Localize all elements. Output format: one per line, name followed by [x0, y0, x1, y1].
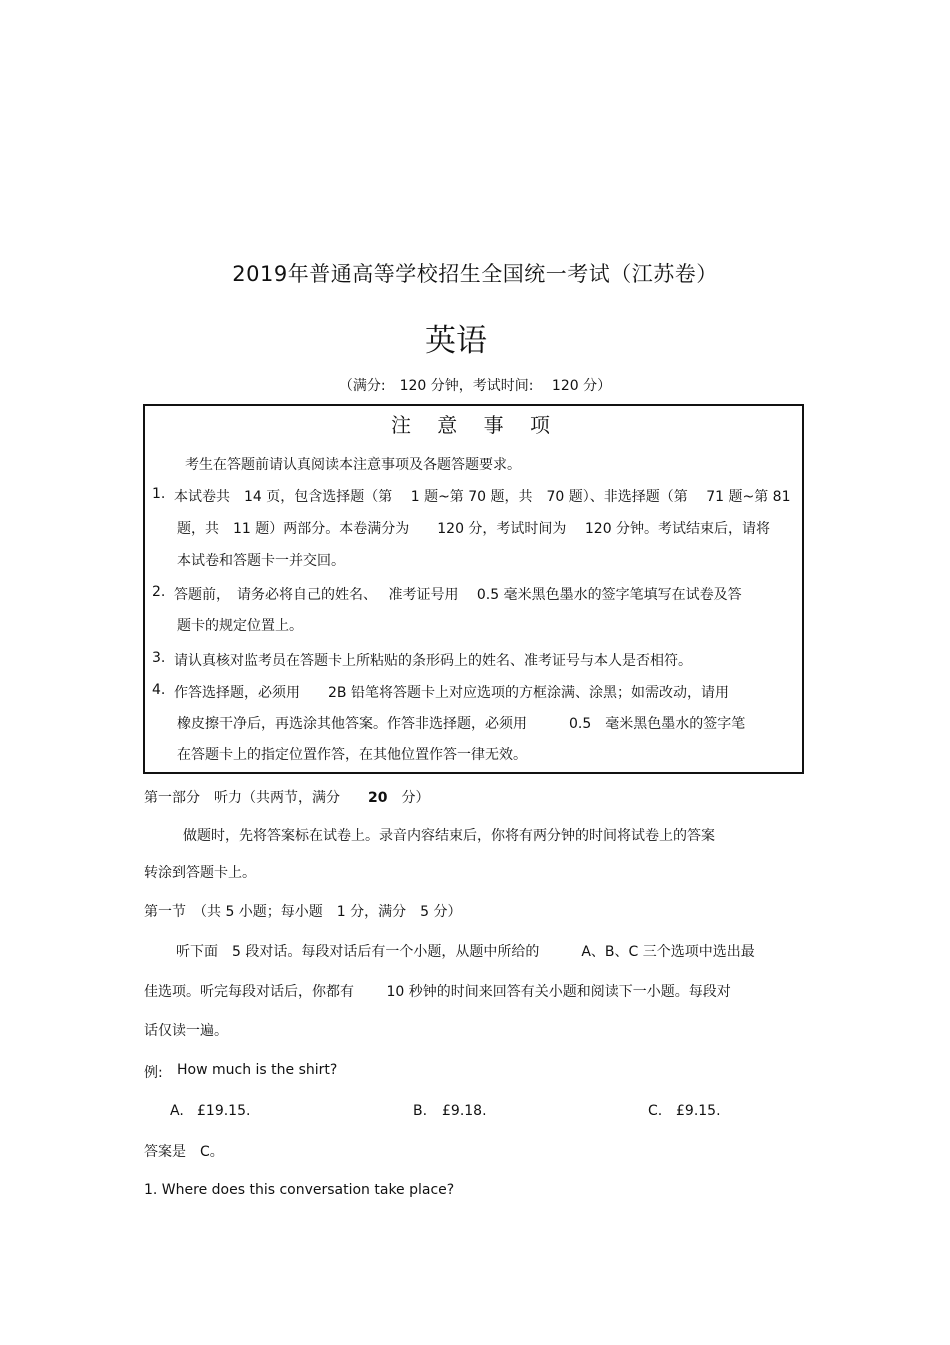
exam-time-info: （满分: 120 分钟，考试时间: 120 分） — [338, 378, 612, 394]
notice-item-line: 本试卷和答题卡一并交回。 — [177, 553, 345, 569]
notice-title: 注 意 事 项 — [390, 413, 561, 437]
example-answer: 答案是 C。 — [144, 1144, 224, 1160]
notice-item-number: 1. — [152, 486, 166, 502]
example-option-letter: C. — [648, 1103, 663, 1119]
part-one-points: 20 — [368, 790, 388, 806]
example-option-text: £9.18. — [442, 1103, 487, 1119]
question-1: 1. Where does this conversation take place? — [144, 1182, 455, 1198]
notice-box — [143, 404, 804, 774]
notice-item-line: 作答选择题，必须用 2B 铅笔将答题卡上对应选项的方框涂满、涂黑；如需改动，请用 — [174, 685, 729, 701]
notice-item-number: 2. — [152, 584, 166, 600]
subject-title: 英语 — [425, 323, 487, 359]
section-one-instruction: 话仅读一遍。 — [144, 1023, 228, 1039]
section-one-heading: 第一节 （共 5 小题；每小题 1 分，满分 5 分） — [144, 904, 462, 920]
notice-item-number: 3. — [152, 650, 166, 666]
notice-item-line: 橡皮擦干净后，再选涂其他答案。作答非选择题，必须用 0.5 毫米黑色墨水的签字笔 — [177, 716, 746, 732]
section-one-instruction: 佳选项。听完每段对话后，你都有 10 秒钟的时间来回答有关小题和阅读下一小题。每段对 — [144, 984, 731, 1000]
notice-item-line: 请认真核对监考员在答题卡上所粘贴的条形码上的姓名、准考证号与本人是否相符。 — [174, 653, 692, 669]
notice-intro: 考生在答题前请认真阅读本注意事项及各题答题要求。 — [185, 457, 521, 473]
part-one-instruction: 转涂到答题卡上。 — [144, 865, 256, 881]
part-one-instruction: 做题时，先将答案标在试卷上。录音内容结束后，你将有两分钟的时间将试卷上的答案 — [183, 828, 715, 844]
notice-item-line: 在答题卡上的指定位置作答，在其他位置作答一律无效。 — [177, 747, 527, 763]
example-option-text: £9.15. — [676, 1103, 721, 1119]
example-option-text: £19.15. — [197, 1103, 251, 1119]
part-one-heading-suffix: 分） — [387, 790, 430, 806]
exam-title: 2019年普通高等学校招生全国统一考试（江苏卷） — [232, 262, 718, 286]
example-label: 例: — [144, 1065, 163, 1081]
part-one-heading — [144, 787, 429, 807]
notice-item-number: 4. — [152, 682, 166, 698]
example-option-letter: B. — [413, 1103, 428, 1119]
example-question: How much is the shirt? — [177, 1062, 338, 1078]
notice-item-line: 题，共 11 题）两部分。本卷满分为 120 分，考试时间为 120 分钟。考试结束后，请将 — [177, 521, 771, 537]
section-one-instruction: 听下面 5 段对话。每段对话后有一个小题，从题中所给的 A、B、C 三个选项中选出最 — [176, 944, 755, 960]
example-option-letter: A. — [170, 1103, 184, 1119]
notice-item-line: 题卡的规定位置上。 — [177, 618, 303, 634]
part-one-heading-prefix: 第一部分 听力（共两节，满分 — [144, 790, 368, 806]
notice-item-line: 答题前， 请务必将自己的姓名、 准考证号用 0.5 毫米黑色墨水的签字笔填写在试卷及答 — [174, 587, 742, 603]
notice-item-line: 本试卷共 14 页，包含选择题（第 1 题~第 70 题，共 70 题）、非选择题（第 71 题~第 81 — [174, 489, 791, 505]
